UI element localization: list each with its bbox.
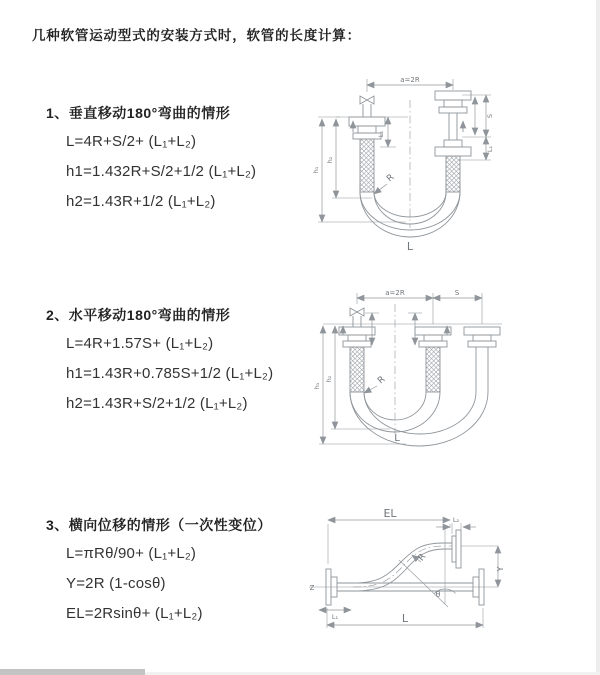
section1-formula-h2: h2=1.43R+1/2 (L₁+L₂): [66, 193, 216, 210]
section2-formula-h1: h1=1.43R+0.785S+1/2 (L₁+L₂): [66, 365, 274, 382]
dim-label-s: S: [486, 113, 494, 119]
section3-formula-L: L=πRθ/90+ (L₁+L₂): [66, 545, 197, 562]
dim-label-h2: h₂: [326, 156, 334, 164]
dim-label-h1: h₁: [312, 166, 320, 174]
valve-icon: [350, 308, 364, 316]
dim-label-h1: h₁: [313, 382, 321, 390]
theta-label: θ: [435, 590, 441, 599]
valve-icon: [360, 96, 374, 104]
section2-heading: 2、水平移动180°弯曲的情形: [46, 307, 231, 323]
dim-label-l1-top: L₁: [377, 130, 385, 138]
dim-label-l1: L₁: [331, 613, 339, 621]
dim-label-y: Y: [496, 566, 505, 572]
diagram-vertical-180-bend: [310, 70, 600, 265]
diagram-lateral-displacement: [295, 500, 600, 650]
section2-formula-L: L=4R+1.57S+ (L₁+L₂): [66, 335, 214, 352]
section1-formula-h1: h1=1.432R+S/2+1/2 (L₁+L₂): [66, 163, 257, 180]
radius-label: R: [376, 374, 388, 387]
dim-label-l2: L₂: [452, 516, 460, 524]
length-label: L: [406, 240, 414, 253]
section1-heading: 1、垂直移动180°弯曲的情形: [46, 105, 231, 121]
dim-label-l1-right: L₁: [486, 145, 494, 153]
dim-label-h2: h₂: [325, 375, 333, 383]
diagram-horizontal-180-bend: [310, 282, 600, 457]
bottom-page-edge: [0, 669, 145, 675]
section1-formula-L: L=4R+S/2+ (L₁+L₂): [66, 133, 197, 150]
radius-label: R: [416, 552, 429, 564]
dim-label-a2r: a=2R: [385, 289, 405, 297]
dim-label-el: EL: [383, 507, 397, 520]
length-label: L: [401, 612, 409, 625]
dim-label-a2r: a=2R: [400, 76, 420, 84]
page-title: 几种软管运动型式的安装方式时，软管的长度计算：: [32, 28, 361, 43]
radius-label: R: [385, 172, 397, 185]
section3-heading: 3、横向位移的情形（一次性变位）: [46, 517, 272, 533]
centerline-mark: Z: [309, 584, 315, 592]
length-label: L: [394, 433, 400, 444]
section3-formula-EL: EL=2Rsinθ+ (L₁+L₂): [66, 605, 203, 622]
section2-formula-h2: h2=1.43R+S/2+1/2 (L₁+L₂): [66, 395, 248, 412]
dim-label-s: S: [454, 289, 460, 297]
section3-formula-Y: Y=2R (1-cosθ): [66, 575, 166, 592]
